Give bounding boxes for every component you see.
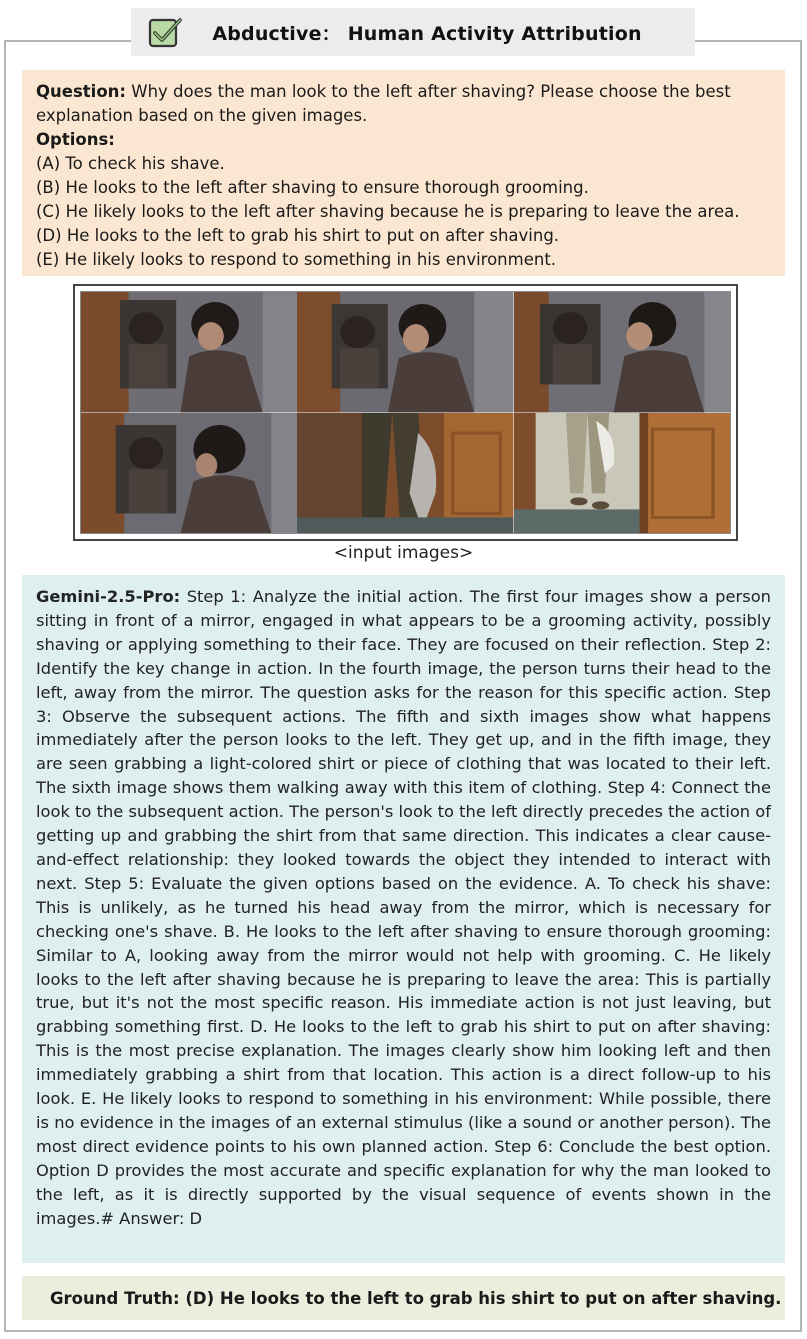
- options-label: Options:: [36, 130, 115, 149]
- model-answer-text: Step 1: Analyze the initial action. The first four images show a person sitting in front of a mirror, engaged in what appears to be a grooming activity, possibly shaving or applying something to their face. They are focused on their reflection. Step 2: Identify the key change in action. In the fourth image, the person turns their head to the left, away from the mirror. The question asks for the reason for this specific action. Step 3: Observe the subsequent actions. The fifth and sixth images show what happens immediately after the person looks to the left. They get up, and in the fifth image, they are seen grabbing a light-colored shirt or piece of clothing that was located to their left. The sixth image shows them walking away with this item of clothing. Step 4: Connect the look to the subsequent action. The person's look to the left directly precedes the action of getting up and grabbing the shirt from that same direction. This indicates a clear cause-and-effect relationship: they looked towards the object they intended to interact with next. Step 5: Evaluate the given options based on the evidence. A. To check his shave: This is unlikely, as he turned his head away from the mirror, which is necessary for checking one's shave. B. He looks to the left after shaving to ensure thorough grooming: Similar to A, looking away from the mirror would not help with grooming. C. He likely looks to the left after shaving because he is preparing to leave the area: This is partially true, but it's not the most specific reason. His immediate action is not just leaving, but grabbing something first. D. He looks to the left to grab his shirt to put on after shaving: This is the most precise explanation. The images clearly show him looking left and then immediately grabbing a shirt from that location. This action is a direct follow-up to his look. E. He likely looks to respond to something in his environment: While possible, there is no evidence in the images of an external stimulus (like a sound or another person). The most direct evidence points to his own planned action. Step 6: Conclude the best option. Option D provides the most accurate and specific explanation for why the man looked to the left, as it is directly supported by the visual sequence of events shown in the images.# Answer: D: [36, 587, 771, 1228]
- video-frame-4: [81, 413, 297, 534]
- option-c: (C) He likely looks to the left after shaving because he is preparing to leave the area.: [36, 202, 740, 221]
- option-d: (D) He looks to the left to grab his shirt to put on after shaving.: [36, 226, 560, 245]
- question-text: Why does the man look to the left after shaving? Please choose the best explanation based on the given images.: [36, 82, 731, 125]
- question-panel: [22, 70, 785, 276]
- video-frame-6: [514, 413, 730, 534]
- page-title: Abductive： Human Activity Attribution: [212, 22, 642, 45]
- checkbox-checked-icon: [147, 14, 183, 50]
- video-frame-1: [81, 292, 297, 413]
- images-caption: <input images>: [333, 543, 474, 563]
- video-frame-3: [514, 292, 730, 413]
- ground-truth-panel: [22, 1276, 785, 1320]
- model-label: Gemini-2.5-Pro:: [36, 587, 181, 606]
- title-banner: [131, 8, 695, 56]
- video-frame-2: [297, 292, 513, 413]
- ground-truth-text: Ground Truth: (D) He looks to the left to grab his shirt to put on after shaving.: [50, 1288, 782, 1308]
- video-frame-5: [297, 413, 513, 534]
- model-answer-panel: [22, 575, 785, 1263]
- option-b: (B) He looks to the left after shaving to ensure thorough grooming.: [36, 178, 589, 197]
- option-e: (E) He likely looks to respond to something in his environment.: [36, 250, 557, 269]
- question-label: Question:: [36, 82, 127, 101]
- question-paragraph: [36, 80, 771, 128]
- input-images-panel: [73, 284, 738, 541]
- option-a: (A) To check his shave.: [36, 154, 225, 173]
